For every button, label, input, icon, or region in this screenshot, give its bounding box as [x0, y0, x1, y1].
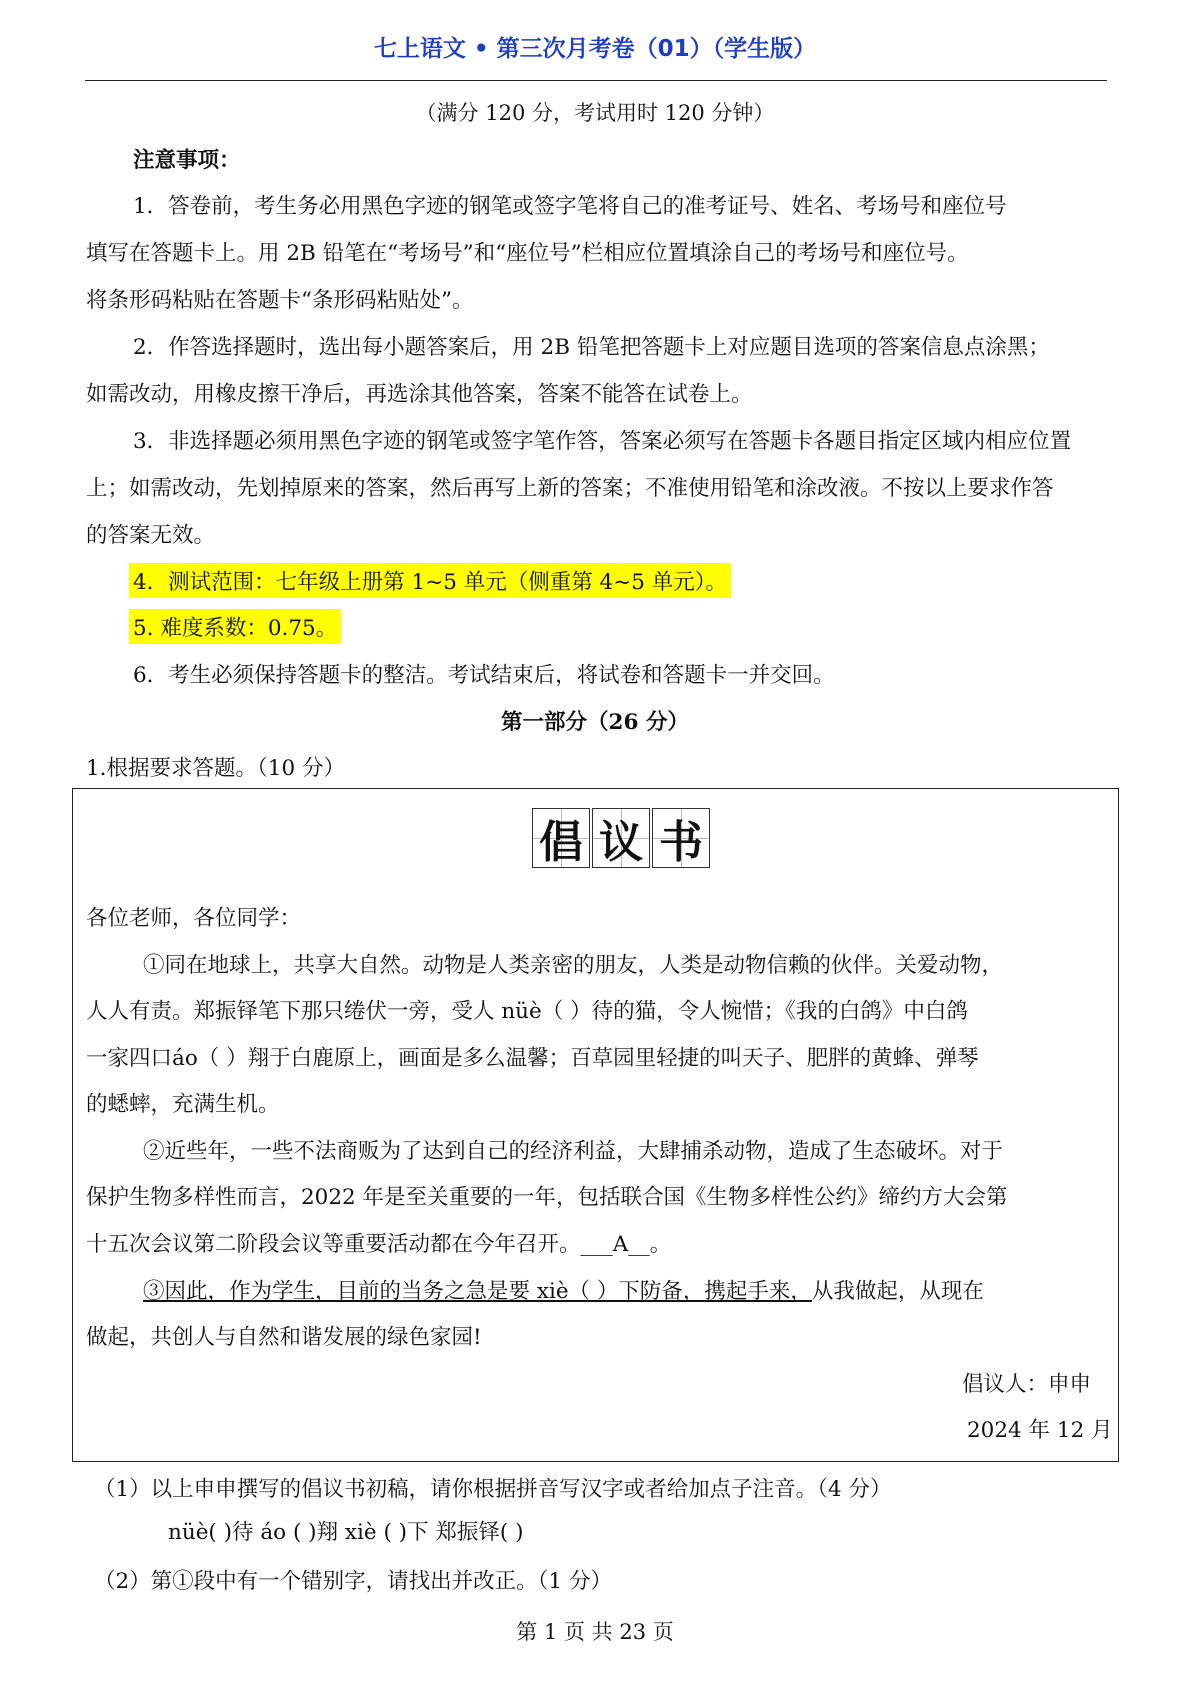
highlighted-difficulty: 5. 难度系数：0.75。 [129, 609, 341, 644]
proposal-signer: 倡议人：申申 [962, 1372, 1092, 1397]
highlighted-test-scope: 4．测试范围：七年级上册第 1~5 单元（侧重第 4~5 单元）。 [129, 563, 731, 598]
proposal-text: ②近些年，一些不法商贩为了达到自己的经济利益，大肆捕杀动物，造成了生态破坏。对于 [143, 1139, 1004, 1164]
section-title: 第一部分（26 分） [501, 710, 689, 735]
subquestion-1: （1）以上申申撰写的倡议书初稿，请你根据拼音写汉字或者给加点子注音。（4 分） [94, 1477, 892, 1502]
exam-subtitle: （满分 120 分，考试用时 120 分钟） [415, 101, 775, 125]
title-char: 书 [652, 808, 710, 868]
question-label: 1.根据要求答题。（10 分） [86, 756, 345, 781]
proposal-text: 做起，共创人与自然和谐发展的绿色家园! [86, 1325, 482, 1350]
proposal-greeting: 各位老师，各位同学： [86, 906, 302, 931]
proposal-text: 十五次会议第二阶段会议等重要活动都在今年召开。___A__。 [86, 1232, 672, 1257]
subquestion-1-answers: nüè( )待 áo ( )翔 xiè ( )下 郑振铎( ) [168, 1520, 524, 1545]
proposal-text-tail: 从我做起，从现在 [811, 1279, 984, 1304]
proposal-text [143, 1274, 984, 1305]
header-divider [85, 80, 1107, 81]
note-line: 的答案无效。 [86, 523, 216, 548]
page-header-title: 七上语文 • 第三次月考卷（01）（学生版） [373, 36, 817, 62]
title-char: 倡 [532, 808, 590, 868]
title-char: 议 [592, 808, 650, 868]
proposal-text: 一家四口áo（ ）翔于白鹿原上，画面是多么温馨；百草园里轻捷的叫天子、肥胖的黄蜂、弹琴 [86, 1046, 979, 1071]
subquestion-2: （2）第①段中有一个错别字，请找出并改正。（1 分） [94, 1569, 612, 1594]
note-line: 2．作答选择题时，选出每小题答案后，用 2B 铅笔把答题卡上对应题目选项的答案信息点涂黑； [133, 335, 1050, 360]
proposal-frame [72, 788, 1119, 1462]
note-line: 将条形码粘贴在答题卡“条形码粘贴处”。 [86, 288, 474, 313]
proposal-date: 2024 年 12 月 [967, 1418, 1113, 1443]
note-line: 填写在答题卡上。用 2B 铅笔在“考场号”和“座位号”栏相应位置填涂自己的考场号和座位号。 [86, 241, 969, 266]
note-line: 上；如需改动，先划掉原来的答案，然后再写上新的答案；不准使用铅笔和涂改液。不按以上要求作答 [86, 476, 1054, 501]
proposal-text: 的蟋蟀，充满生机。 [86, 1092, 280, 1117]
proposal-title [532, 808, 712, 868]
note-line: 6．考生必须保持答题卡的整洁。考试结束后，将试卷和答题卡一并交回。 [133, 663, 835, 688]
note-line: 1．答卷前，考生务必用黑色字迹的钢笔或签字笔将自己的准考证号、姓名、考场号和座位号 [133, 194, 1007, 219]
proposal-text: ①同在地球上，共享大自然。动物是人类亲密的朋友，人类是动物信赖的伙伴。关爱动物， [143, 953, 1004, 978]
proposal-text: 保护生物多样性而言，2022 年是至关重要的一年，包括联合国《生物多样性公约》缔约方大会第 [86, 1185, 1008, 1210]
underlined-sentence: ③因此，作为学生，目前的当务之急是要 xiè（ ）下防备，携起手来， [143, 1279, 812, 1304]
notes-heading: 注意事项： [133, 148, 241, 173]
note-line: 如需改动，用橡皮擦干净后，再选涂其他答案，答案不能答在试卷上。 [86, 382, 753, 407]
note-line: 3．非选择题必须用黑色字迹的钢笔或签字笔作答，答案必须写在答题卡各题目指定区域内相应位置 [133, 429, 1072, 454]
page-footer: 第 1 页 共 23 页 [516, 1620, 674, 1644]
proposal-text: 人人有责。郑振铎笔下那只绻伏一旁，受人 nüè（ ）待的猫，令人惋惜；《我的白鸽》中白鸽 [86, 999, 968, 1024]
